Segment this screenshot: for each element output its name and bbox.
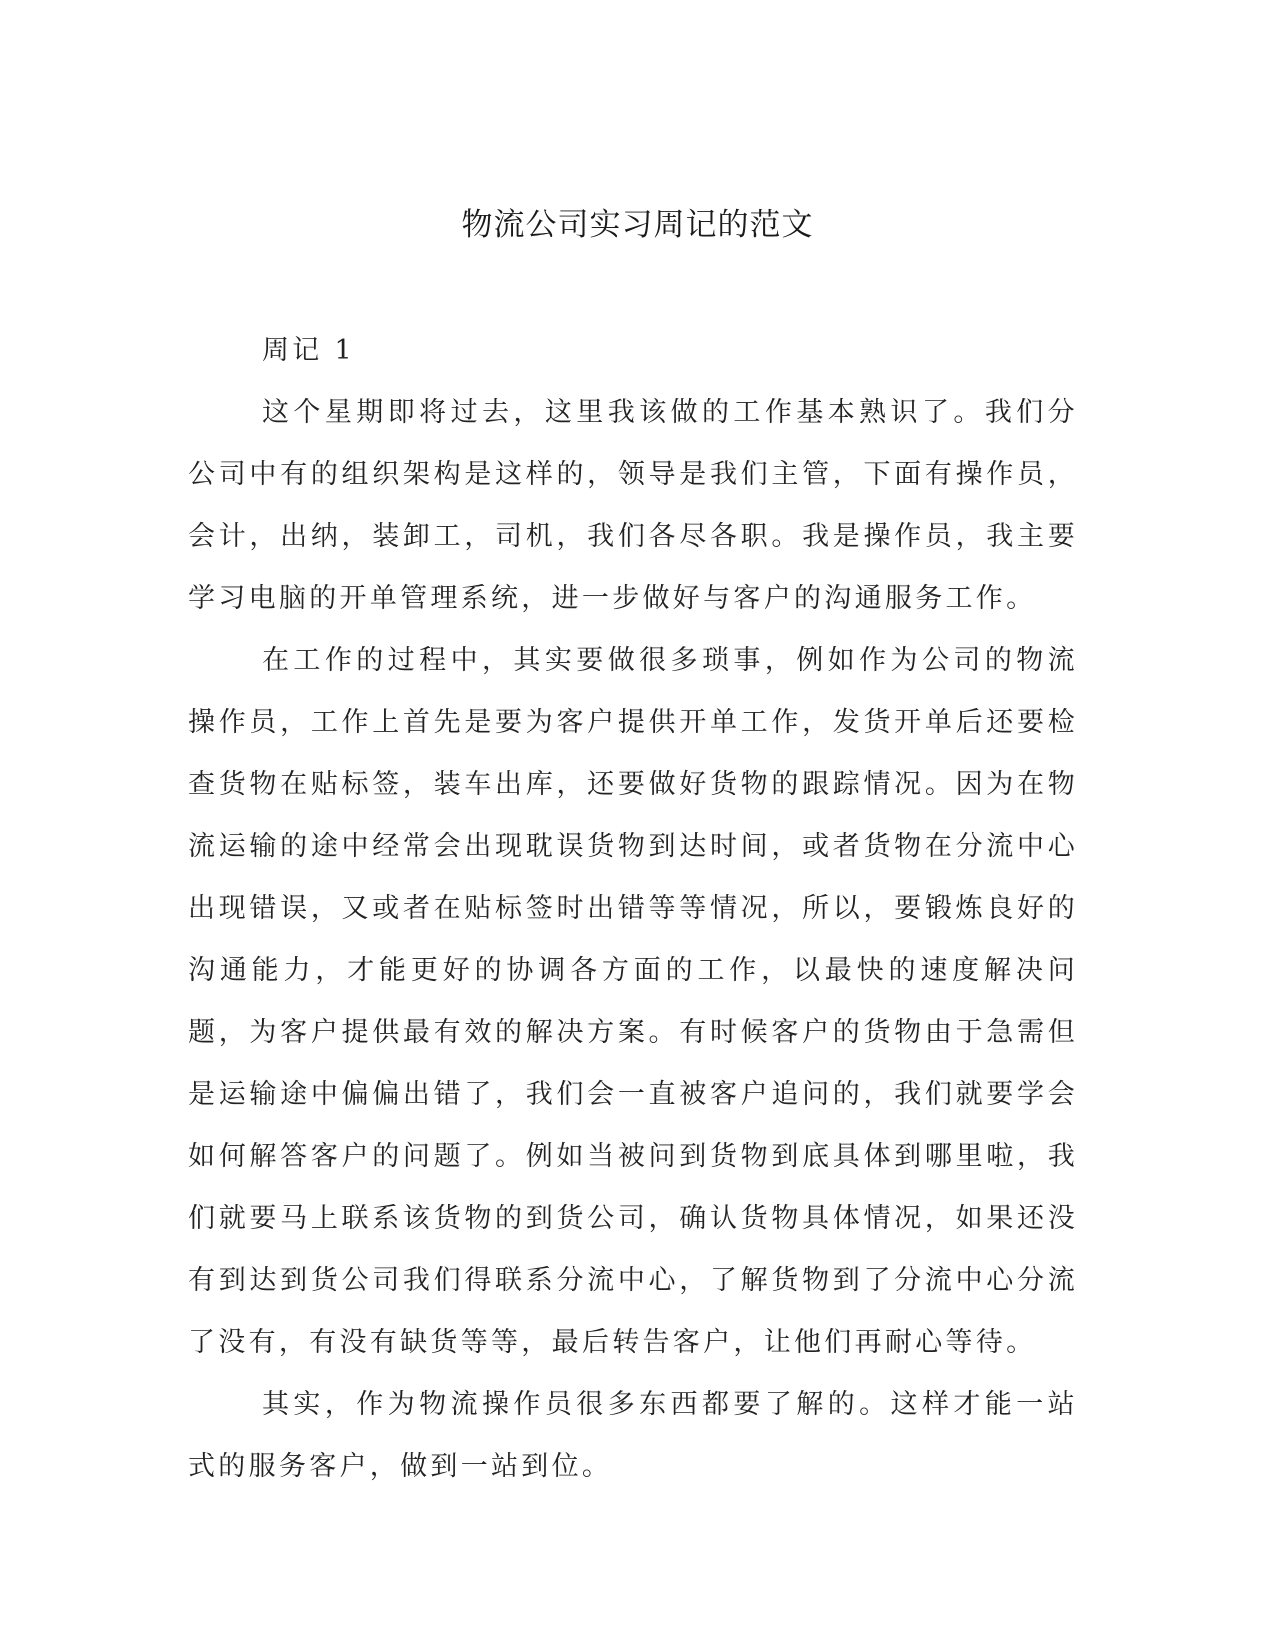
paragraph-1: 这个星期即将过去，这里我该做的工作基本熟识了。我们分公司中有的组织架构是这样的，领导是我们主管，下面有操作员，会计，出纳，装卸工，司机，我们各尽各职。我是操作员，我主要学习电脑的开单管理系统，进一步做好与客户的沟通服务工作。	[188, 397, 1078, 614]
paragraph-2: 在工作的过程中，其实要做很多琐事，例如作为公司的物流操作员，工作上首先是要为客户提供开单工作，发货开单后还要检查货物在贴标签，装车出库，还要做好货物的跟踪情况。因为在物流运输的途中经常会出现耽误货物到达时间，或者货物在分流中心出现错误，又或者在贴标签时出错等等情况，所以，要锻炼良好的沟通能力，才能更好的协调各方面的工作，以最快的速度解决问题，为客户提供最有效的解决方案。有时候客户的货物由于急需但是运输途中偏偏出错了，我们会一直被客户追问的，我们就要学会如何解答客户的问题了。例如当被问到货物到底具体到哪里啦，我们就要马上联系该货物的到货公司，确认货物具体情况，如果还没有到达到货公司我们得联系分流中心，了解货物到了分流中心分流了没有，有没有缺货等等，最后转告客户，让他们再耐心等待。	[188, 645, 1078, 1358]
document-body	[188, 320, 1078, 1498]
section-heading: 周记 1	[262, 335, 355, 366]
document-title: 物流公司实习周记的范文	[461, 207, 814, 243]
paragraph-3: 其实，作为物流操作员很多东西都要了解的。这样才能一站式的服务客户，做到一站到位。	[188, 1389, 1078, 1482]
